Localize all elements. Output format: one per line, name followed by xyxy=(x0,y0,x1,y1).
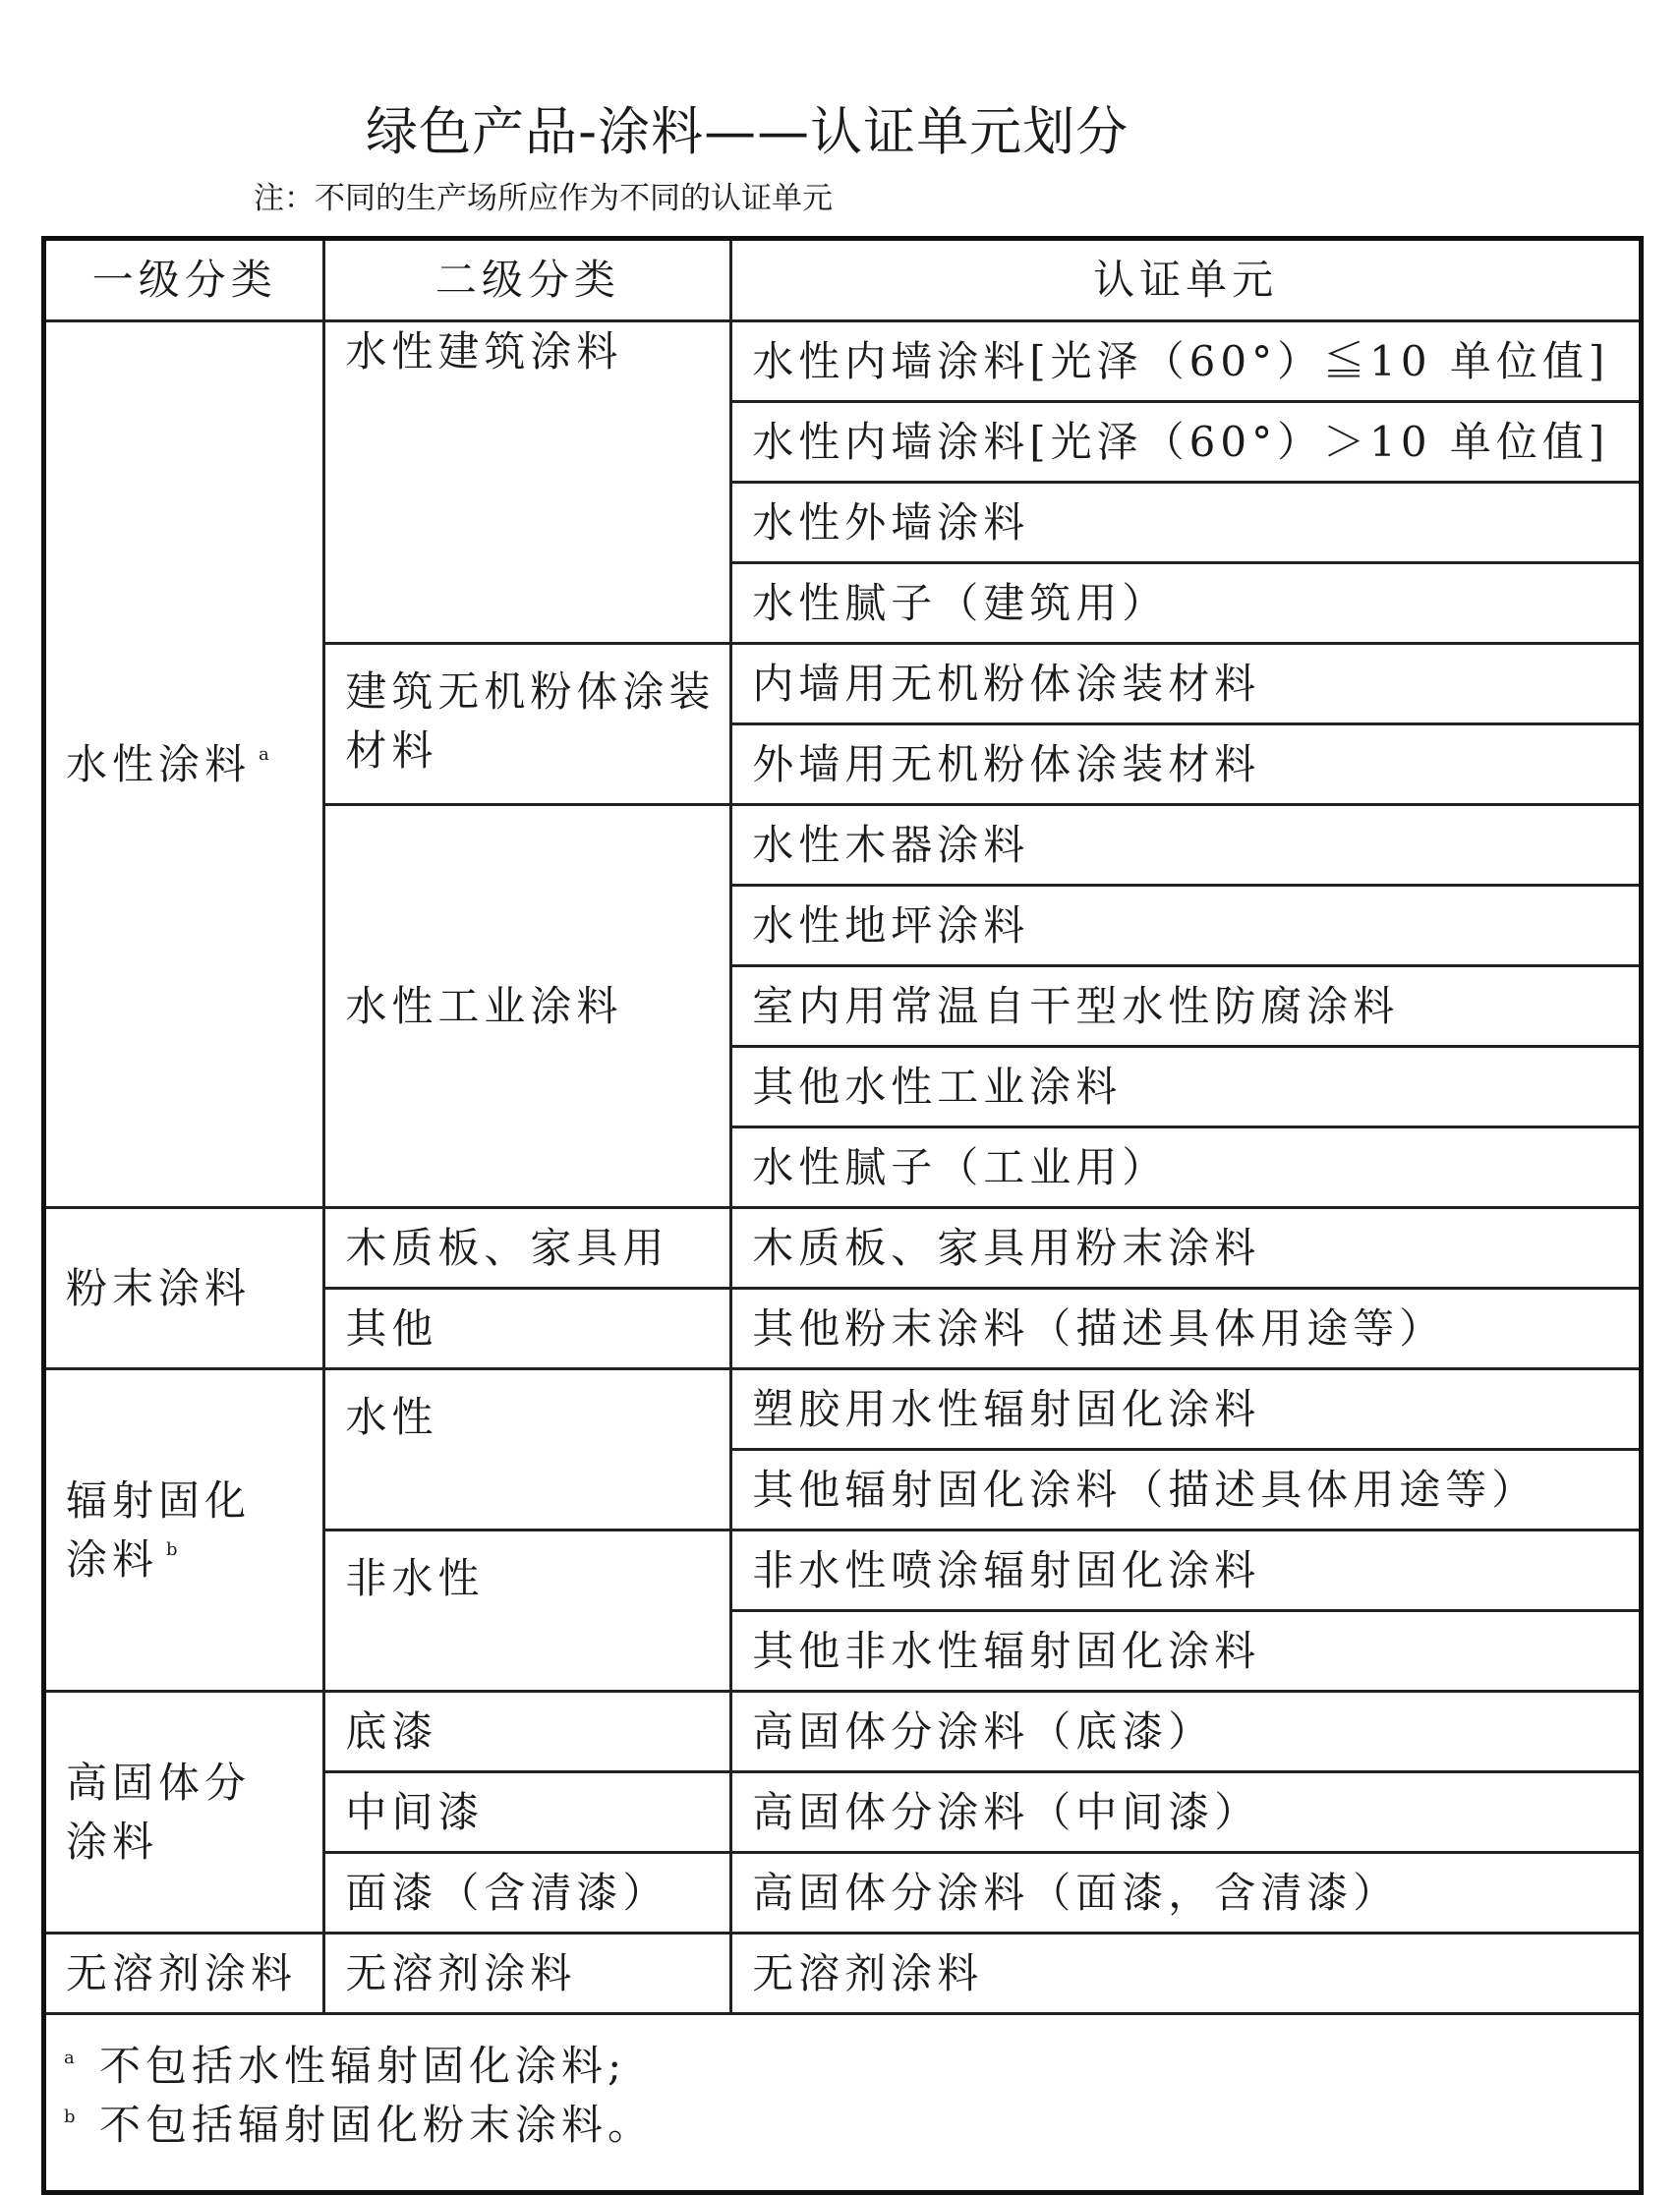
table-row xyxy=(44,1369,1642,1450)
certification-unit-cell: 木质板、家具用粉末涂料 xyxy=(731,1208,1642,1289)
level1-cell xyxy=(44,1369,324,1692)
certification-unit-cell: 其他非水性辐射固化涂料 xyxy=(731,1611,1642,1692)
level2-cell: 其他 xyxy=(324,1289,731,1369)
header-level2: 二级分类 xyxy=(324,239,731,321)
table-header-row xyxy=(44,239,1642,321)
certification-unit-cell: 水性地坪涂料 xyxy=(731,886,1642,966)
header-unit: 认证单元 xyxy=(731,239,1642,321)
table-row xyxy=(44,1692,1642,1772)
certification-unit-cell: 水性木器涂料 xyxy=(731,805,1642,886)
table-row xyxy=(44,1934,1642,2014)
footnote-marker: a xyxy=(64,2048,80,2068)
footnote-marker: b xyxy=(166,1538,178,1560)
certification-unit-cell: 其他辐射固化涂料（描述具体用途等） xyxy=(731,1450,1642,1531)
certification-unit-cell: 水性外墙涂料 xyxy=(731,483,1642,563)
certification-unit-cell: 外墙用无机粉体涂装材料 xyxy=(731,724,1642,805)
certification-unit-cell: 水性内墙涂料[光泽（60°）＞10 单位值] xyxy=(731,402,1642,483)
certification-unit-cell: 水性内墙涂料[光泽（60°）≦10 单位值] xyxy=(731,321,1642,402)
level2-cell: 中间漆 xyxy=(324,1772,731,1853)
level2-cell: 底漆 xyxy=(324,1692,731,1772)
footnote-text: 不包括辐射固化粉末涂料。 xyxy=(99,2101,655,2149)
certification-unit-cell: 水性腻子（建筑用） xyxy=(731,563,1642,644)
level2-cell: 水性 xyxy=(324,1369,731,1531)
level1-label: 辐射固化涂料 xyxy=(66,1475,252,1584)
level1-cell xyxy=(44,1692,324,1934)
certification-unit-table xyxy=(41,236,1644,2195)
certification-unit-cell: 无溶剂涂料 xyxy=(731,1934,1642,2014)
level1-label: 高固体分涂料 xyxy=(66,1758,252,1866)
level2-cell: 面漆（含清漆） xyxy=(324,1853,731,1934)
level2-cell: 无溶剂涂料 xyxy=(324,1934,731,2014)
footnotes-cell xyxy=(44,2014,1642,2193)
level1-label: 粉末涂料 xyxy=(66,1263,252,1312)
document-title: 绿色产品-涂料——认证单元划分 xyxy=(366,102,1130,162)
header-level1: 一级分类 xyxy=(44,239,324,321)
certification-unit-cell: 非水性喷涂辐射固化涂料 xyxy=(731,1531,1642,1611)
certification-unit-cell: 其他水性工业涂料 xyxy=(731,1047,1642,1127)
level2-cell: 水性工业涂料 xyxy=(324,805,731,1208)
level2-cell: 建筑无机粉体涂装材料 xyxy=(324,644,731,805)
footnotes-row xyxy=(44,2014,1642,2193)
certification-unit-cell: 水性腻子（工业用） xyxy=(731,1127,1642,1208)
certification-unit-cell: 高固体分涂料（面漆，含清漆） xyxy=(731,1853,1642,1934)
table-row xyxy=(44,1208,1642,1289)
level2-cell: 水性建筑涂料 xyxy=(324,321,731,644)
table-body xyxy=(44,321,1642,2193)
footnote-marker: a xyxy=(259,743,269,765)
footnote-marker: b xyxy=(64,2107,81,2127)
certification-unit-cell: 高固体分涂料（中间漆） xyxy=(731,1772,1642,1853)
level1-cell xyxy=(44,1208,324,1369)
level2-cell: 非水性 xyxy=(324,1531,731,1692)
certification-unit-cell: 内墙用无机粉体涂装材料 xyxy=(731,644,1642,724)
table-row xyxy=(44,321,1642,402)
level1-label: 水性涂料 xyxy=(66,739,252,788)
certification-unit-cell: 高固体分涂料（底漆） xyxy=(731,1692,1642,1772)
level1-label: 无溶剂涂料 xyxy=(66,1948,298,1997)
level1-cell xyxy=(44,321,324,1208)
certification-unit-cell: 室内用常温自干型水性防腐涂料 xyxy=(731,966,1642,1047)
level1-cell xyxy=(44,1934,324,2014)
certification-unit-cell: 其他粉末涂料（描述具体用途等） xyxy=(731,1289,1642,1369)
level2-cell: 木质板、家具用 xyxy=(324,1208,731,1289)
certification-unit-cell: 塑胶用水性辐射固化涂料 xyxy=(731,1369,1642,1450)
footnote xyxy=(64,2037,1639,2096)
footnote xyxy=(64,2096,1639,2155)
note-text: 注：不同的生产场所应作为不同的认证单元 xyxy=(254,181,833,216)
footnote-text: 不包括水性辐射固化涂料; xyxy=(99,2042,627,2090)
